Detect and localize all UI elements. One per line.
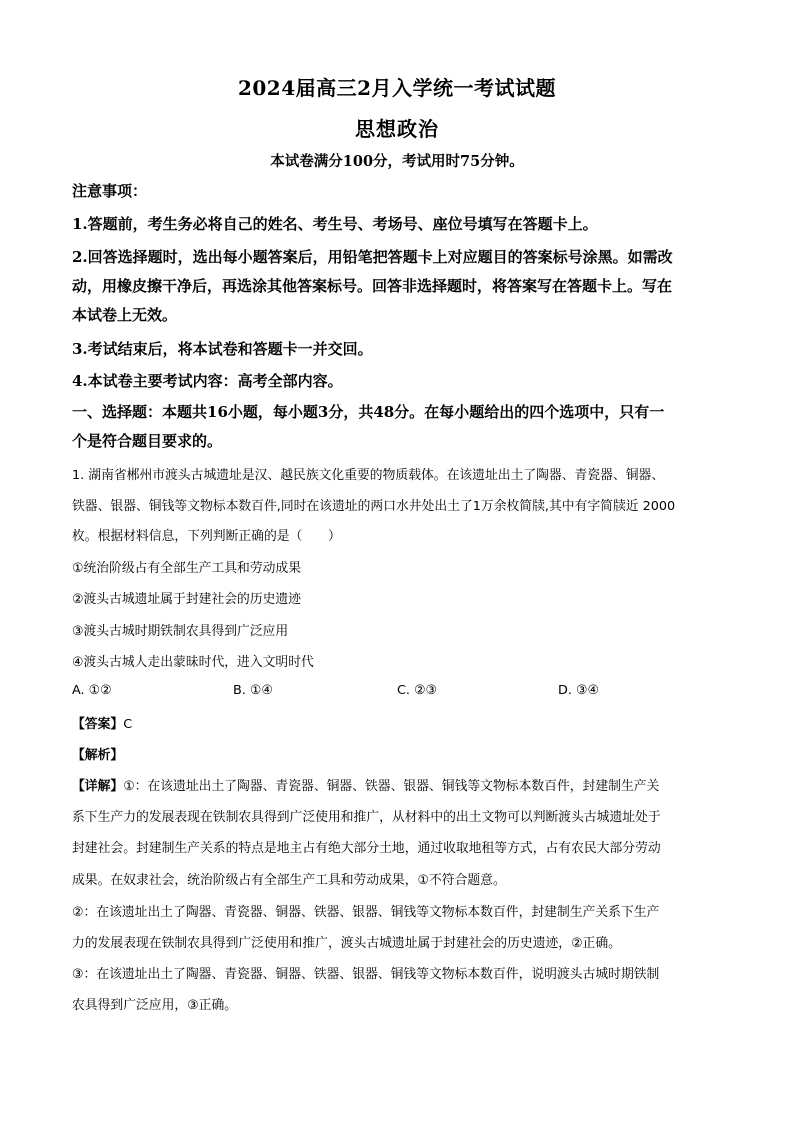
- statement-3: ③渡头古城时期铁制农具得到广泛应用: [72, 624, 289, 639]
- detail-line-3: 封建社会。封建制生产关系的特点是地主占有绝大部分土地，通过收取地租等方式，占有农民大部分劳动: [72, 841, 661, 856]
- analysis-3-line-2: 农具得到广泛应用，③正确。: [72, 998, 238, 1013]
- analysis-2-line-2: 力的发展表现在铁制农具得到广泛使用和推广，渡头古城遗址属于封建社会的历史遗迹，②正确。: [72, 936, 621, 951]
- notice-item-1: 1.答题前，考生务必将自己的姓名、考生号、考场号、座位号填写在答题卡上。: [72, 215, 598, 233]
- analysis-tag: 【解析】: [72, 748, 124, 763]
- section-heading-line-1: 一、选择题：本题共16小题，每小题3分，共48分。在每小题给出的四个选项中，只有一: [72, 403, 665, 421]
- detail-line-2: 系下生产力的发展表现在铁制农具得到广泛使用和推广，从材料中的出土文物可以判断渡头古城遗址处于: [72, 810, 661, 825]
- section-heading-line-2: 个是符合题目要求的。: [72, 432, 223, 450]
- option-b: B. ①④: [233, 683, 273, 698]
- subject-title: 思想政治: [355, 117, 439, 141]
- answer-line: [72, 713, 132, 732]
- statement-2: ②渡头古城遗址属于封建社会的历史遗迹: [72, 592, 302, 607]
- detail-line-4: 成果。在奴隶社会，统治阶级占有全部生产工具和劳动成果，①不符合题意。: [72, 873, 506, 888]
- option-d: D. ③④: [558, 683, 599, 698]
- analysis-line: [72, 744, 123, 763]
- detail-tag: 【详解】: [72, 779, 124, 794]
- notice-item-2-line-2: 动，用橡皮擦干净后，再选涂其他答案标号。回答非选择题时，将答案写在答题卡上。写在: [72, 277, 673, 295]
- option-a: A. ①②: [72, 683, 112, 698]
- score-line: 本试卷满分100分，考试用时75分钟。: [270, 153, 524, 170]
- statement-1: ①统治阶级占有全部生产工具和劳动成果: [72, 561, 302, 576]
- analysis-2-line-1: ②：在该遗址出土了陶器、青瓷器、铜器、铁器、银器、铜钱等文物标本数百件，封建制生产关系下生产: [72, 905, 660, 920]
- option-c: C. ②③: [397, 683, 438, 698]
- question-1-stem-line-3: 枚。根据材料信息，下列判断正确的是（ ）: [72, 529, 341, 544]
- notice-item-2-line-1: 2.回答选择题时，选出每小题答案后，用铅笔把答题卡上对应题目的答案标号涂黑。如需改: [72, 248, 673, 266]
- notice-item-3: 3.考试结束后，将本试卷和答题卡一并交回。: [72, 340, 373, 358]
- notice-item-2-line-3: 本试卷上无效。: [72, 306, 178, 324]
- detail-text-1: ①：在该遗址出土了陶器、青瓷器、铜器、铁器、银器、铜钱等文物标本数百件，封建制生产关: [123, 779, 660, 794]
- analysis-3-line-1: ③：在该遗址出土了陶器、青瓷器、铜器、铁器、银器、铜钱等文物标本数百件，说明渡头古城时期铁制: [72, 967, 660, 982]
- question-1-stem-line-1: 1. 湖南省郴州市渡头古城遗址是汉、越民族文化重要的物质载体。在该遗址出土了陶器、青瓷器、铜器、: [72, 468, 665, 483]
- detail-line-1: [72, 775, 659, 794]
- notice-heading: 注意事项：: [72, 182, 148, 200]
- statement-4: ④渡头古城人走出蒙昧时代，进入文明时代: [72, 655, 314, 670]
- question-1-stem-line-2: 铁器、银器、铜钱等文物标本数百件,同时在该遗址的两口水井处出土了1万余枚简牍,其中有字简牍近 2000: [72, 499, 676, 514]
- notice-item-4: 4.本试卷主要考试内容：高考全部内容。: [72, 372, 343, 390]
- exam-title: 2024届高三2月入学统一考试试题: [237, 76, 557, 100]
- answer-tag: 【答案】: [72, 717, 124, 732]
- answer-value: C: [123, 717, 133, 732]
